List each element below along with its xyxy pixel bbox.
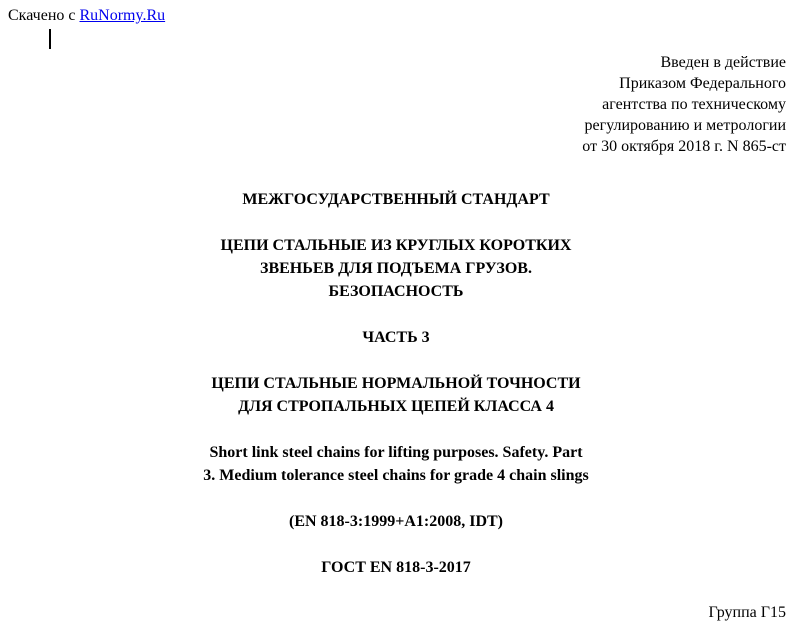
approval-line: агентства по техническому [602,96,786,113]
gost-number: ГОСТ EN 818-3-2017 [321,559,471,576]
english-title-line: Short link steel chains for lifting purposes. Safety. Part [209,444,583,461]
runormy-link[interactable]: RuNormy.Ru [79,7,166,24]
standard-type: МЕЖГОСУДАРСТВЕННЫЙ СТАНДАРТ [242,191,550,208]
title-line: ЗВЕНЬЕВ ДЛЯ ПОДЪЕМА ГРУЗОВ. [260,260,532,277]
title-line: БЕЗОПАСНОСТЬ [328,283,464,300]
approval-block [582,52,786,157]
subtitle-line: ДЛЯ СТРОПАЛЬНЫХ ЦЕПЕЙ КЛАССА 4 [238,398,554,415]
download-prefix: Скачено с [8,7,80,24]
title-line: ЦЕПИ СТАЛЬНЫЕ ИЗ КРУГЛЫХ КОРОТКИХ [220,237,572,254]
approval-line: регулированию и метрологии [584,117,786,134]
english-title-line: 3. Medium tolerance steel chains for grade 4 chain slings [203,467,589,484]
approval-line: Введен в действие [660,54,786,71]
approval-line: от 30 октября 2018 г. N 865-ст [582,138,786,155]
subtitle-line: ЦЕПИ СТАЛЬНЫЕ НОРМАЛЬНОЙ ТОЧНОСТИ [211,375,581,392]
text-cursor [49,29,51,49]
group-code: Группа Г15 [708,604,786,621]
approval-line: Приказом Федерального [619,75,786,92]
download-source-line [8,6,165,26]
part-number: ЧАСТЬ 3 [362,329,430,346]
en-reference: (EN 818-3:1999+A1:2008, IDT) [289,513,503,530]
